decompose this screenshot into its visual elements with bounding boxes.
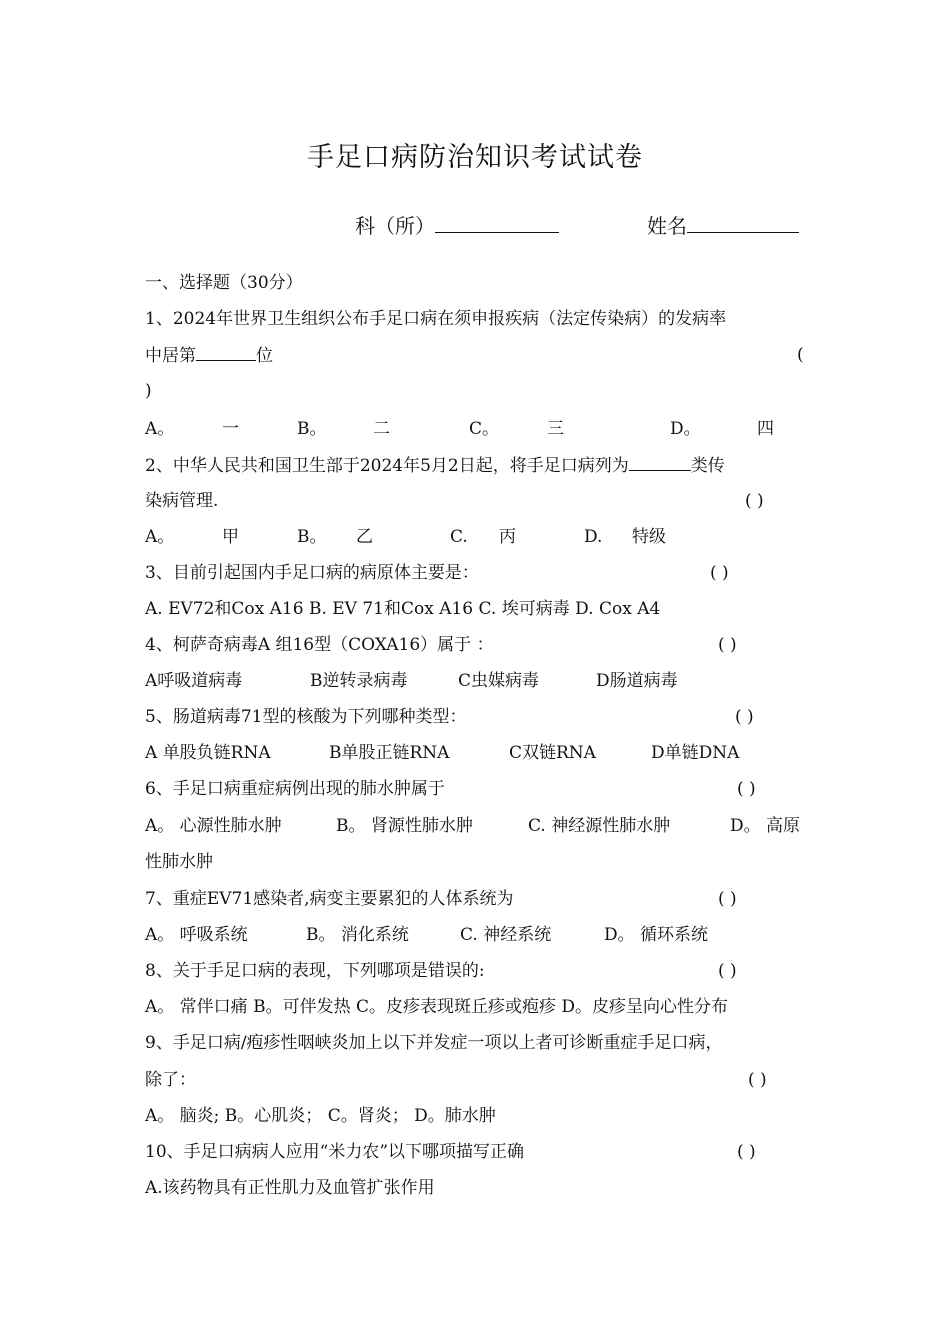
question-4-option-c[interactable]: C虫媒病毒 (458, 671, 540, 691)
question-1-blank[interactable] (196, 344, 256, 361)
question-1-option-c-text: 三 (547, 419, 564, 439)
name-blank[interactable] (687, 232, 799, 233)
question-2-text (145, 454, 725, 477)
question-2-text-cont: 染病管理. (145, 491, 219, 511)
question-9-text: 9、手足口病/疱疹性咽峡炎加上以下并发症一项以上者可诊断重症手足口病， (145, 1033, 723, 1053)
question-8-text: 8、关于手足口病的表现，下列哪项是错误的: (145, 961, 485, 981)
question-2-suffix: 类传 (690, 456, 725, 476)
question-6-option-b[interactable]: B。 肾源性肺水肿 (336, 816, 473, 836)
question-8-options: A。 常伴口痛 B。可伴发热 C。皮疹表现斑丘疹或疱疹 D。皮疹呈向心性分布 (145, 997, 729, 1017)
question-9-options: A。 脑炎; B。心肌炎； C。肾炎； D。肺水肿 (145, 1106, 496, 1126)
question-1-text-cont (145, 344, 273, 367)
question-9-text-cont: 除了： (145, 1070, 196, 1090)
department-label: 科（所） (355, 214, 435, 238)
question-1-paren-close: ) (145, 381, 152, 401)
question-2-option-b-text: 乙 (356, 527, 373, 547)
question-2-option-c[interactable]: C. (450, 527, 468, 547)
section-heading: 一、选择题（30分） (145, 273, 303, 293)
question-1-suffix: 位 (256, 346, 273, 366)
question-4-text: 4、柯萨奇病毒A 组16型（COXA16）属于 ： (145, 635, 494, 655)
question-2-option-d[interactable]: D. (584, 527, 603, 547)
question-2-option-d-text: 特级 (632, 527, 666, 547)
question-1-paren-open: ( (797, 345, 804, 365)
question-1-option-d[interactable]: D。 (670, 419, 701, 439)
question-9-answer-paren[interactable]: ( ) (748, 1070, 767, 1090)
question-2-prefix: 2、中华人民共和国卫生部于2024年5月2日起，将手足口病列为 (145, 456, 629, 476)
question-5-option-a[interactable]: A 单股负链RNA (145, 743, 271, 763)
question-7-answer-paren[interactable]: ( ) (718, 889, 737, 909)
question-7-option-b[interactable]: B。 消化系统 (306, 925, 409, 945)
name-label: 姓名 (647, 214, 687, 238)
question-1-option-a[interactable]: A。 (145, 419, 175, 439)
question-2-option-a[interactable]: A。 (145, 527, 175, 547)
question-3-text: 3、目前引起国内手足口病的病原体主要是： (145, 563, 479, 583)
question-3-answer-paren[interactable]: ( ) (710, 563, 729, 583)
question-7-option-a[interactable]: A。 呼吸系统 (145, 925, 248, 945)
question-6-option-c[interactable]: C. 神经源性肺水肿 (528, 816, 671, 836)
question-1-option-c[interactable]: C。 (469, 419, 500, 439)
question-6-option-a[interactable]: A。 心源性肺水肿 (145, 816, 282, 836)
question-7-option-c[interactable]: C. 神经系统 (460, 925, 552, 945)
question-10-answer-paren[interactable]: ( ) (737, 1142, 756, 1162)
question-10-text: 10、手足口病病人应用“米力农”以下哪项描写正确 (145, 1142, 525, 1162)
question-5-option-c[interactable]: C双链RNA (509, 743, 596, 763)
question-7-option-d[interactable]: D。 循环系统 (604, 925, 709, 945)
question-6-text: 6、手足口病重症病例出现的肺水肿属于 (145, 779, 445, 799)
question-2-option-b[interactable]: B。 (297, 527, 327, 547)
name-field (647, 210, 799, 239)
question-3-options: A. EV72和Cox A16 B. EV 71和Cox A16 C. 埃可病毒 D. Cox A4 (145, 599, 661, 619)
question-4-option-d[interactable]: D肠道病毒 (596, 671, 678, 691)
question-7-text: 7、重症EV71感染者,病变主要累犯的人体系统为 (145, 889, 514, 909)
department-field (355, 210, 559, 239)
question-5-answer-paren[interactable]: ( ) (735, 707, 754, 727)
question-5-text: 5、肠道病毒71型的核酸为下列哪种类型： (145, 707, 467, 727)
question-1-option-a-text: 一 (222, 419, 239, 439)
question-2-option-a-text: 甲 (222, 527, 239, 547)
question-2-answer-paren[interactable]: ( ) (745, 491, 764, 511)
question-10-option-a[interactable]: A.该药物具有正性肌力及血管扩张作用 (145, 1178, 435, 1198)
question-6-option-d[interactable]: D。 高原 (730, 816, 801, 836)
question-1-option-b[interactable]: B。 (297, 419, 327, 439)
question-6-option-d-cont: 性肺水肿 (145, 852, 213, 872)
question-4-option-b[interactable]: B逆转录病毒 (310, 671, 408, 691)
question-4-option-a[interactable]: A呼吸道病毒 (145, 671, 243, 691)
question-1-option-d-text: 四 (757, 419, 774, 439)
department-blank[interactable] (435, 232, 559, 233)
question-4-answer-paren[interactable]: ( ) (718, 635, 737, 655)
question-2-option-c-text: 丙 (499, 527, 516, 547)
question-5-option-d[interactable]: D单链DNA (651, 743, 740, 763)
question-6-answer-paren[interactable]: ( ) (737, 779, 756, 799)
question-1-option-b-text: 二 (373, 419, 390, 439)
question-1-text: 1、2024年世界卫生组织公布手足口病在须申报疾病（法定传染病）的发病率 (145, 309, 727, 329)
question-5-option-b[interactable]: B单股正链RNA (329, 743, 450, 763)
question-2-blank[interactable] (629, 454, 691, 471)
question-8-answer-paren[interactable]: ( ) (718, 961, 737, 981)
question-1-prefix: 中居第 (145, 346, 196, 366)
page-title: 手足口病防治知识考试试卷 (307, 142, 643, 173)
